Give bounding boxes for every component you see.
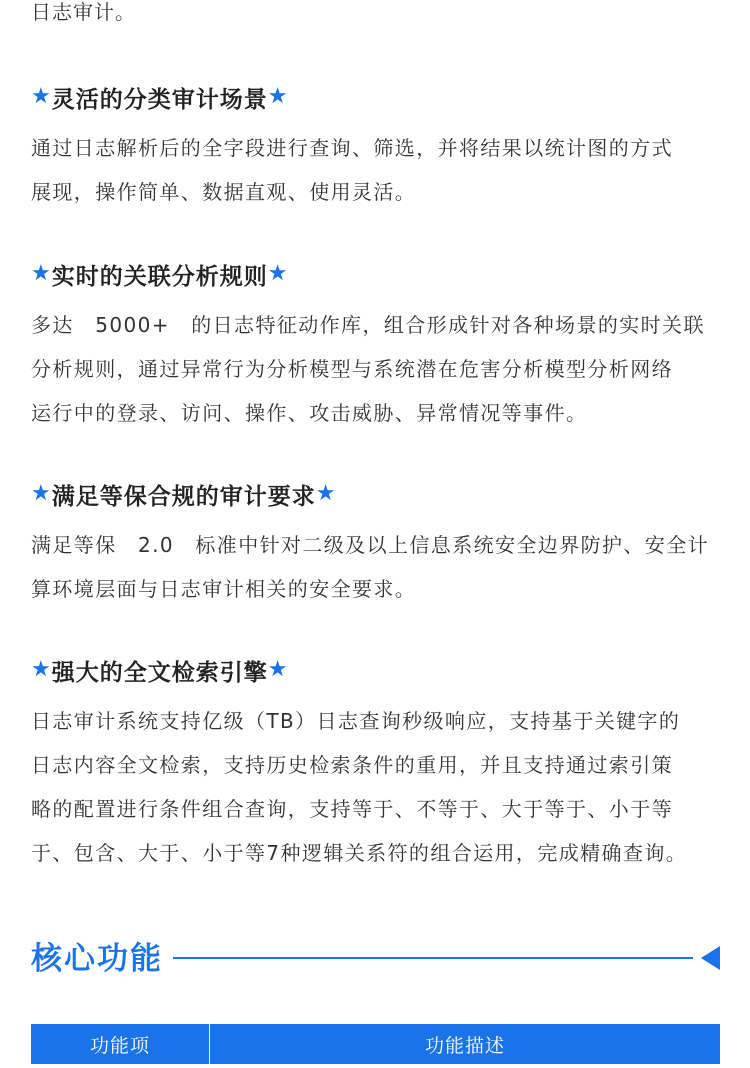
feature-line: 日志内容全文检索，支持历史检索条件的重用，并且支持通过索引策	[31, 753, 673, 777]
feature-line: 于、包含、大于、小于等7种逻辑关系符的组合运用，完成精确查询。	[31, 841, 688, 865]
feature-line: 略的配置进行条件组合查询，支持等于、不等于、大于等于、小于等	[31, 797, 673, 821]
feature-title	[31, 477, 720, 511]
feature-line: 多达 5000+ 的日志特征动作库，组合形成针对各种场景的实时关联	[31, 313, 705, 337]
function-table-header	[31, 1024, 720, 1064]
feature-title-text: 强大的全文检索引擎	[51, 659, 268, 686]
star-icon: ★	[31, 84, 52, 109]
feature-description	[31, 303, 720, 435]
star-icon: ★	[31, 261, 52, 286]
table-header-function-description: 功能描述	[424, 1035, 505, 1057]
star-icon: ★	[267, 261, 289, 286]
section-title: 核心功能	[31, 941, 163, 977]
feature-realtime-correlation	[31, 257, 720, 435]
section-divider-line	[173, 957, 693, 959]
feature-compliance	[31, 477, 720, 611]
star-icon: ★	[267, 657, 289, 682]
feature-line: 算环境层面与日志审计相关的安全要求。	[31, 577, 417, 601]
star-icon: ★	[31, 481, 52, 506]
table-header-function-item: 功能项	[31, 1024, 210, 1064]
feature-description	[31, 699, 720, 875]
feature-title	[31, 257, 720, 291]
feature-title-text: 实时的关联分析规则	[51, 263, 268, 290]
feature-line: 分析规则，通过异常行为分析模型与系统潜在危害分析模型分析网络	[31, 357, 673, 381]
feature-line: 满足等保 2.0 标准中针对二级及以上信息系统安全边界防护、安全计	[31, 533, 710, 557]
feature-title	[31, 80, 720, 114]
feature-fulltext-search	[31, 653, 720, 875]
star-icon: ★	[267, 84, 289, 109]
arrow-left-icon	[701, 946, 720, 970]
section-heading-core-functions	[31, 936, 720, 982]
feature-flexible-audit	[31, 80, 720, 214]
feature-line: 通过日志解析后的全字段进行查询、筛选，并将结果以统计图的方式	[31, 136, 673, 160]
feature-title-text: 满足等保合规的审计要求	[51, 483, 316, 510]
star-icon: ★	[315, 481, 337, 506]
feature-line: 展现，操作简单、数据直观、使用灵活。	[31, 180, 417, 204]
feature-description	[31, 523, 720, 611]
feature-description	[31, 126, 720, 214]
feature-title-text: 灵活的分类审计场景	[51, 86, 268, 113]
feature-line: 运行中的登录、访问、操作、攻击威胁、异常情况等事件。	[31, 401, 588, 425]
intro-paragraph-tail: 日志审计。	[31, 0, 136, 24]
feature-line: 日志审计系统支持亿级（TB）日志查询秒级响应，支持基于关键字的	[31, 709, 681, 733]
star-icon: ★	[31, 657, 52, 682]
feature-title	[31, 653, 720, 687]
